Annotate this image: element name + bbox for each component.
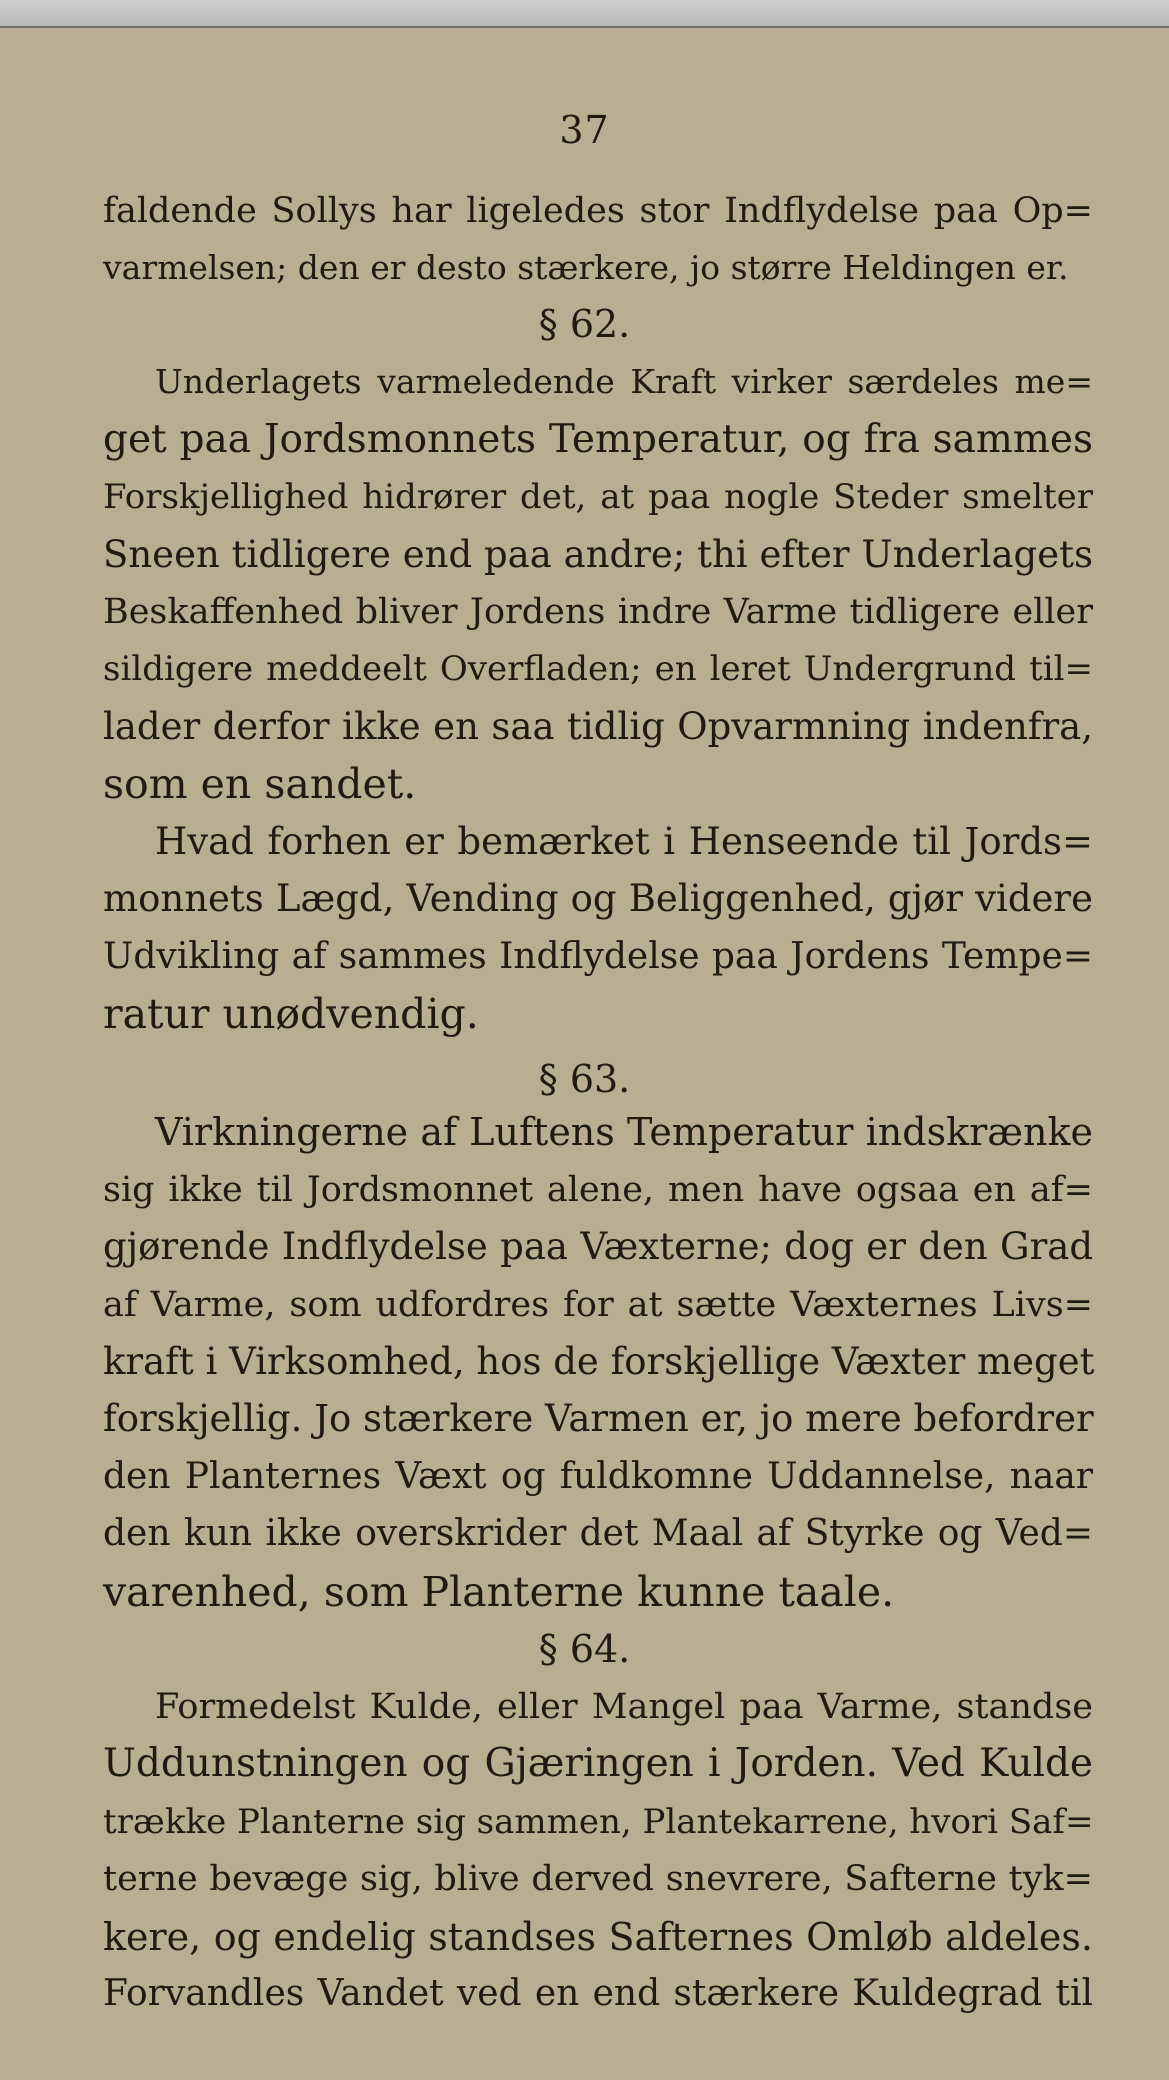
text-line: get paa Jordsmonnets Temperatur, og fra sammes xyxy=(103,417,1093,462)
page-number: 37 xyxy=(559,108,610,152)
text-line: Underlagets varmeledende Kraft virker særdeles me= xyxy=(155,362,1093,401)
text-line: gjørende Indflydelse paa Væxterne; dog er den Grad xyxy=(103,1225,1093,1268)
text-line: den kun ikke overskrider det Maal af Styrke og Ved= xyxy=(103,1513,1093,1554)
text-line: trække Planterne sig sammen, Plantekarrene, hvori Saf= xyxy=(103,1802,1094,1842)
section-heading-63: § 63. xyxy=(538,1057,631,1101)
text-line: af Varme, som udfordres for at sætte Væxternes Livs= xyxy=(103,1285,1093,1325)
text-line: Beskaffenhed bliver Jordens indre Varme tidligere eller xyxy=(103,592,1093,632)
section-heading-64: § 64. xyxy=(538,1627,631,1671)
text-line: Sneen tidligere end paa andre; thi efter Underlagets xyxy=(103,533,1093,576)
text-line: sildigere meddeelt Overfladen; en leret Undergrund til= xyxy=(103,649,1093,689)
text-line: faldende Sollys har ligeledes stor Indflydelse paa Op= xyxy=(103,191,1093,231)
text-line: sig ikke til Jordsmonnet alene, men have ogsaa en af= xyxy=(103,1170,1093,1210)
book-page xyxy=(0,28,1169,2080)
text-line: Forskjellighed hidrører det, at paa nogle Steder smelter xyxy=(103,477,1093,517)
text-line: kere, og endelig standses Safternes Omløb aldeles. xyxy=(103,1915,1093,1959)
text-line: som en sandet. xyxy=(103,760,417,808)
text-line: lader derfor ikke en saa tidlig Opvarmning indenfra, xyxy=(103,705,1093,748)
text-line: Udvikling af sammes Indflydelse paa Jordens Tempe= xyxy=(103,936,1093,977)
section-heading-62: § 62. xyxy=(538,302,631,346)
text-line: kraft i Virksomhed, hos de forskjellige Væxter meget xyxy=(103,1340,1095,1383)
text-line: monnets Lægd, Vending og Beliggenhed, gjør videre xyxy=(103,877,1093,920)
text-line: Forvandles Vandet ved en end stærkere Kuldegrad til xyxy=(103,1973,1093,2014)
text-line: Formedelst Kulde, eller Mangel paa Varme, standse xyxy=(155,1687,1093,1727)
text-line: Uddunstningen og Gjæringen i Jorden. Ved Kulde xyxy=(103,1741,1093,1786)
text-line: ratur unødvendig. xyxy=(103,990,479,1038)
text-line: varenhed, som Planterne kunne taale. xyxy=(103,1568,895,1616)
text-line: Virkningerne af Luftens Temperatur indskrænke xyxy=(155,1110,1093,1154)
text-line: varmelsen; den er desto stærkere, jo større Heldingen er. xyxy=(103,248,1069,287)
text-line: terne bevæge sig, blive derved snevrere, Safterne tyk= xyxy=(103,1859,1093,1899)
text-line: forskjellig. Jo stærkere Varmen er, jo mere befordrer xyxy=(103,1397,1094,1440)
window-top-bar xyxy=(0,0,1169,28)
text-line: den Planternes Væxt og fuldkomne Uddannelse, naar xyxy=(103,1456,1093,1497)
text-line: Hvad forhen er bemærket i Henseende til Jords= xyxy=(155,820,1093,863)
